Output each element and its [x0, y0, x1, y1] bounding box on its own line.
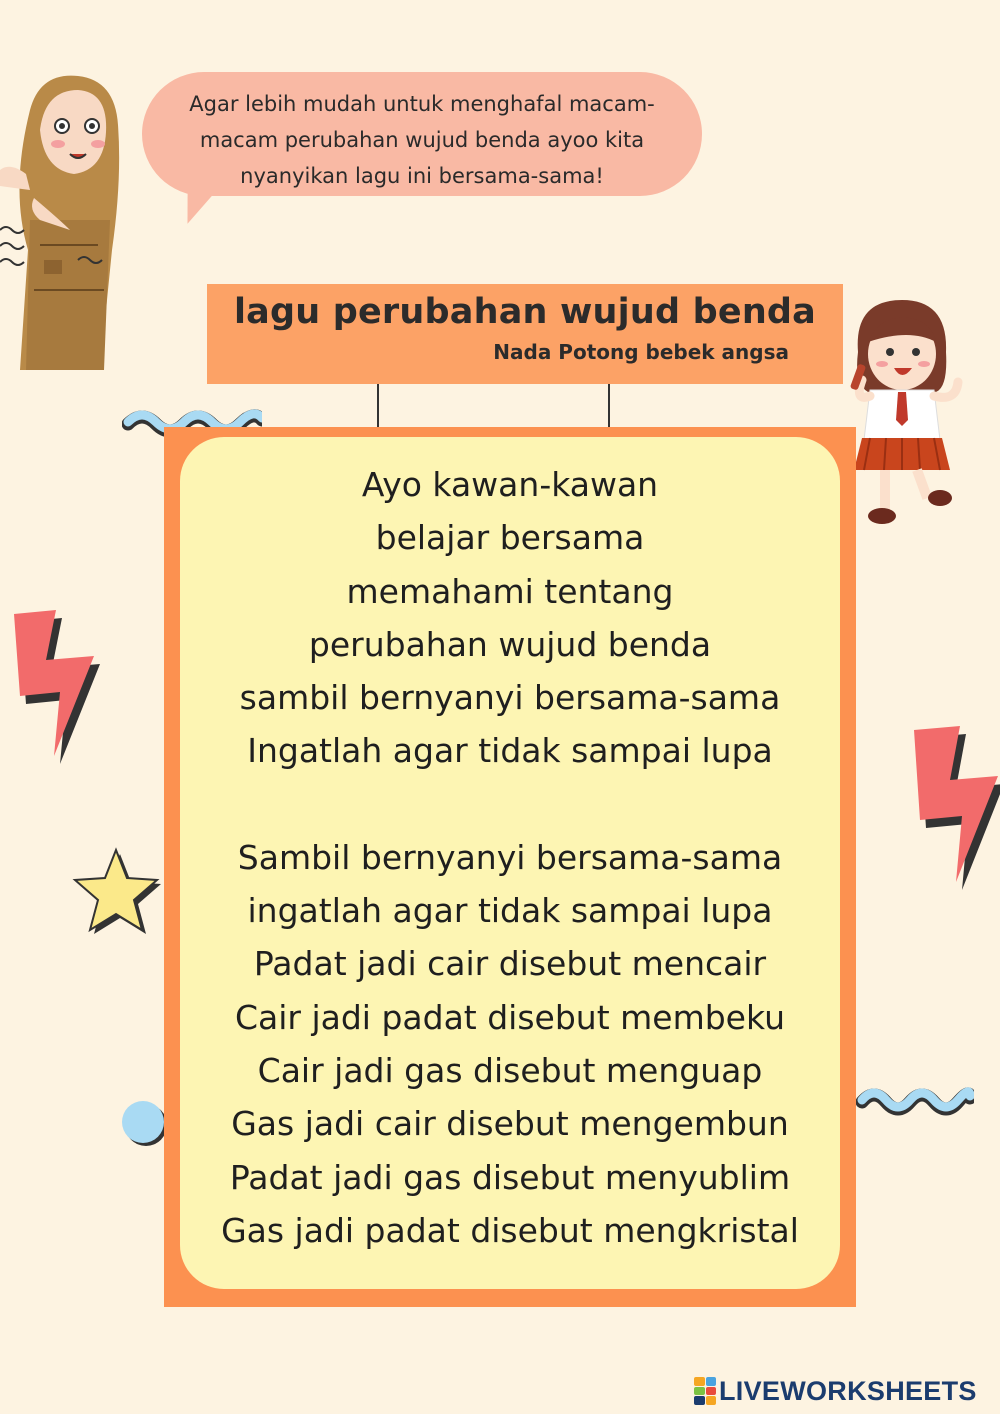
song-subtitle: Nada Potong bebek angsa: [493, 340, 789, 364]
lyric-line: Ayo kawan-kawan: [361, 465, 659, 504]
lyric-line: Cair jadi gas disebut menguap: [257, 1050, 763, 1090]
lyric-line: memahami tentang: [346, 571, 674, 611]
wave-icon: [856, 1084, 974, 1118]
circle-icon: [120, 1098, 168, 1148]
student-singing-illustration: [840, 292, 970, 537]
song-title: lagu perubahan wujud benda: [233, 292, 817, 332]
lyric-line: Padat jadi gas disebut menyublim: [229, 1157, 791, 1197]
lyric-line: belajar bersama: [375, 518, 645, 558]
lightning-icon: [8, 608, 108, 768]
speech-line: nyanyikan lagu ini bersama-sama!: [240, 164, 604, 188]
lightning-icon: [906, 724, 1000, 894]
star-icon: [70, 846, 166, 942]
verse-gap: [180, 778, 840, 831]
lyric-line: ingatlah agar tidak sampai lupa: [247, 891, 773, 931]
lyric-line: Cair jadi padat disebut membeku: [234, 997, 785, 1037]
speech-bubble-text: [160, 86, 684, 194]
banner-string-left: [377, 384, 379, 430]
lyric-line: Gas jadi padat disebut mengkristal: [221, 1210, 799, 1250]
teacher-illustration: [0, 70, 135, 370]
lyric-line: Gas jadi cair disebut mengembun: [231, 1104, 789, 1144]
logo-badge-icon: [694, 1377, 716, 1405]
liveworksheets-logo: [694, 1374, 977, 1408]
lyric-line: Sambil bernyanyi bersama-sama: [237, 837, 783, 877]
logo-text: LIVEWORKSHEETS: [719, 1375, 977, 1406]
lyric-line: Ingatlah agar tidak sampai lupa: [247, 731, 773, 771]
lyrics-text: [180, 458, 840, 1257]
lyric-line: sambil bernyanyi bersama-sama: [239, 678, 781, 718]
banner-string-right: [608, 384, 610, 430]
speech-line: macam perubahan wujud benda ayoo kita: [199, 128, 645, 152]
lyric-line: perubahan wujud benda: [308, 624, 712, 664]
speech-line: Agar lebih mudah untuk menghafal macam-: [189, 92, 655, 116]
lyric-line: Padat jadi cair disebut mencair: [253, 944, 767, 984]
